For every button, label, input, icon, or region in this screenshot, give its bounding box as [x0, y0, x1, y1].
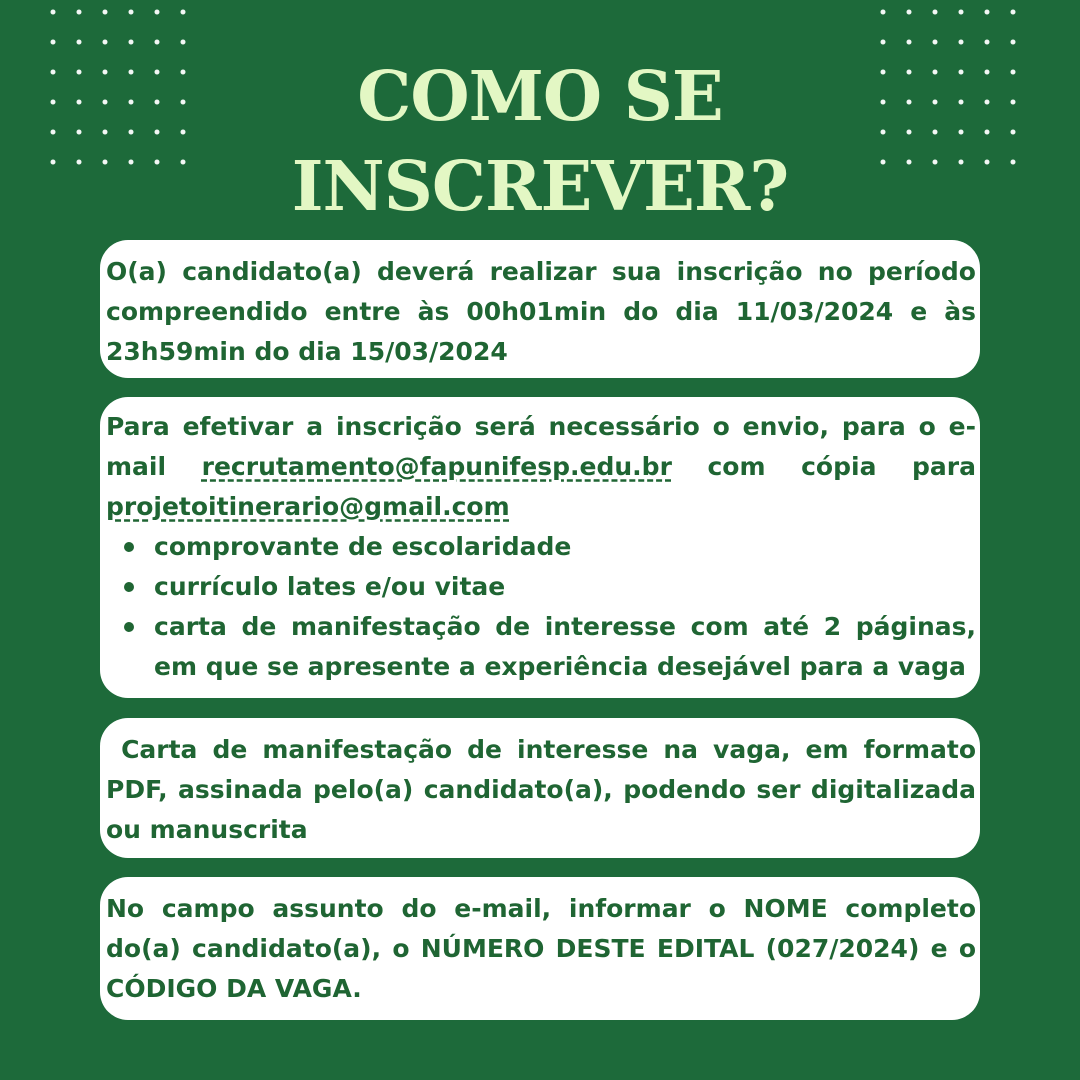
- list-item: currículo lates e/ou vitae: [154, 567, 976, 607]
- copy-to-text: com cópia para: [707, 452, 976, 481]
- email-subject-card: [100, 877, 980, 1020]
- letter-format-card: [100, 718, 980, 858]
- list-item: carta de manifestação de interesse com até 2 páginas, em que se apresente a experiência desejável para a vaga: [154, 607, 976, 687]
- project-email-link[interactable]: projetoitinerario@gmail.com: [106, 492, 510, 521]
- intro-text: Para efetivar a inscrição será necessário o envio, para o e-mail: [106, 412, 976, 481]
- registration-period-text: O(a) candidato(a) deverá realizar sua inscrição no período compreendido entre às 00h01min do dia 11/03/2024 e às 23h59min do dia 15/03/2024: [106, 257, 976, 366]
- letter-format-text-content: Carta de manifestação de interesse na vaga, em formato PDF, assinada pelo(a) candidato(a), podendo ser digitalizada ou manuscrita: [106, 735, 976, 844]
- letter-format-text: [106, 730, 976, 850]
- registration-period-card: [100, 240, 980, 378]
- recruitment-email-link[interactable]: recrutamento@fapunifesp.edu.br: [201, 452, 672, 481]
- documents-list: [106, 527, 976, 687]
- required-documents-intro: [106, 407, 976, 527]
- title-line-1: COMO SE: [357, 57, 723, 137]
- list-item: comprovante de escolaridade: [154, 527, 976, 567]
- required-documents-card: [100, 397, 980, 698]
- email-subject-text: No campo assunto do e-mail, informar o NOME completo do(a) candidato(a), o NÚMERO DESTE EDITAL (027/2024) e o CÓDIGO DA VAGA.: [106, 894, 976, 1003]
- title-line-2: INSCREVER?: [291, 147, 789, 227]
- page-title: [0, 52, 1080, 232]
